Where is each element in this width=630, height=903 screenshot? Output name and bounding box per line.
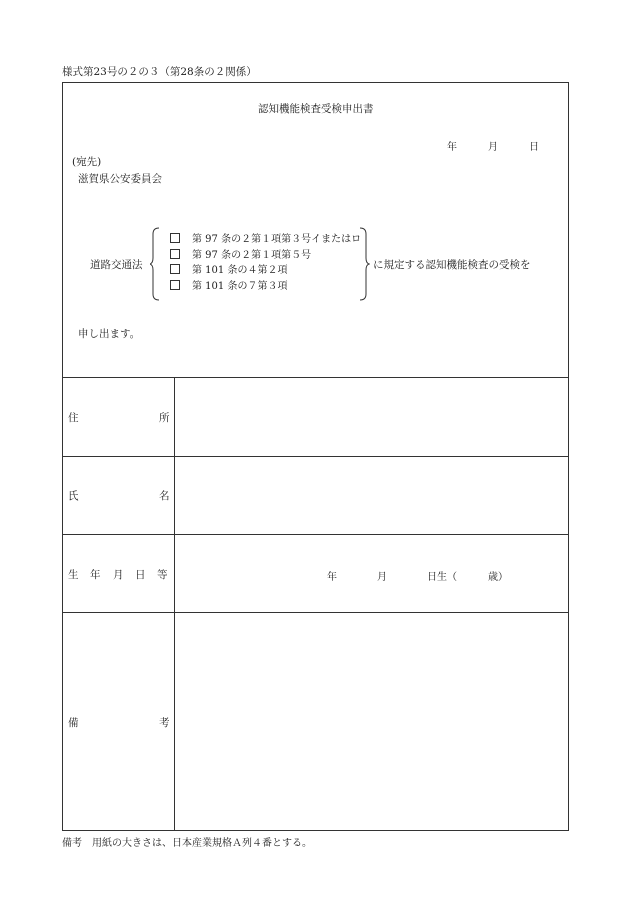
name-label-1: 氏 <box>68 490 79 502</box>
birth-month-label: 月 <box>377 572 387 583</box>
date-month-label: 月 <box>488 142 498 153</box>
birth-label-2: 年 <box>90 569 101 581</box>
remarks-label-2: 考 <box>159 717 170 729</box>
birth-year-label: 年 <box>327 572 337 583</box>
birth-label-4: 日 <box>135 569 146 581</box>
checkbox-icon[interactable] <box>170 249 180 259</box>
addressee: 滋賀県公安委員会 <box>78 173 162 185</box>
option-list <box>170 232 361 294</box>
address-label-2: 所 <box>159 412 170 424</box>
name-label-2: 名 <box>159 490 170 502</box>
birth-label-5: 等 <box>157 569 168 581</box>
address-label-1: 住 <box>68 412 79 424</box>
birth-label-1: 生 <box>68 569 79 581</box>
option-item[interactable]: 第 101 条の４第２項 <box>170 263 361 279</box>
checkbox-icon[interactable] <box>170 233 180 243</box>
form-number: 様式第23号の２の３（第28条の２関係） <box>62 66 257 78</box>
option-item[interactable]: 第 97 条の２第１項第５号 <box>170 248 361 264</box>
addressee-label: (宛先) <box>72 156 102 168</box>
remarks-field[interactable] <box>175 613 568 830</box>
closing-text: 申し出ます。 <box>78 328 141 340</box>
name-field[interactable] <box>175 457 568 533</box>
option-item[interactable]: 第 97 条の２第１項第３号イまたはロ <box>170 232 361 248</box>
date-day-label: 日 <box>529 142 539 153</box>
checkbox-icon[interactable] <box>170 280 180 290</box>
law-label: 道路交通法 <box>90 259 143 271</box>
address-field[interactable] <box>175 378 568 455</box>
birth-born-label: 日生（ <box>427 572 457 583</box>
remarks-label-1: 備 <box>68 717 79 729</box>
birth-label-3: 月 <box>113 569 124 581</box>
date-year-label: 年 <box>447 142 457 153</box>
birth-field[interactable] <box>175 535 568 611</box>
suffix-text: に規定する認知機能検査の受検を <box>373 259 531 271</box>
form-title: 認知機能検査受検申出書 <box>258 103 374 115</box>
checkbox-icon[interactable] <box>170 264 180 274</box>
option-item[interactable]: 第 101 条の７第３項 <box>170 279 361 295</box>
footnote: 備考 用紙の大きさは、日本産業規格Ａ列４番とする。 <box>62 838 312 849</box>
birth-age-label: 歳） <box>488 572 508 583</box>
